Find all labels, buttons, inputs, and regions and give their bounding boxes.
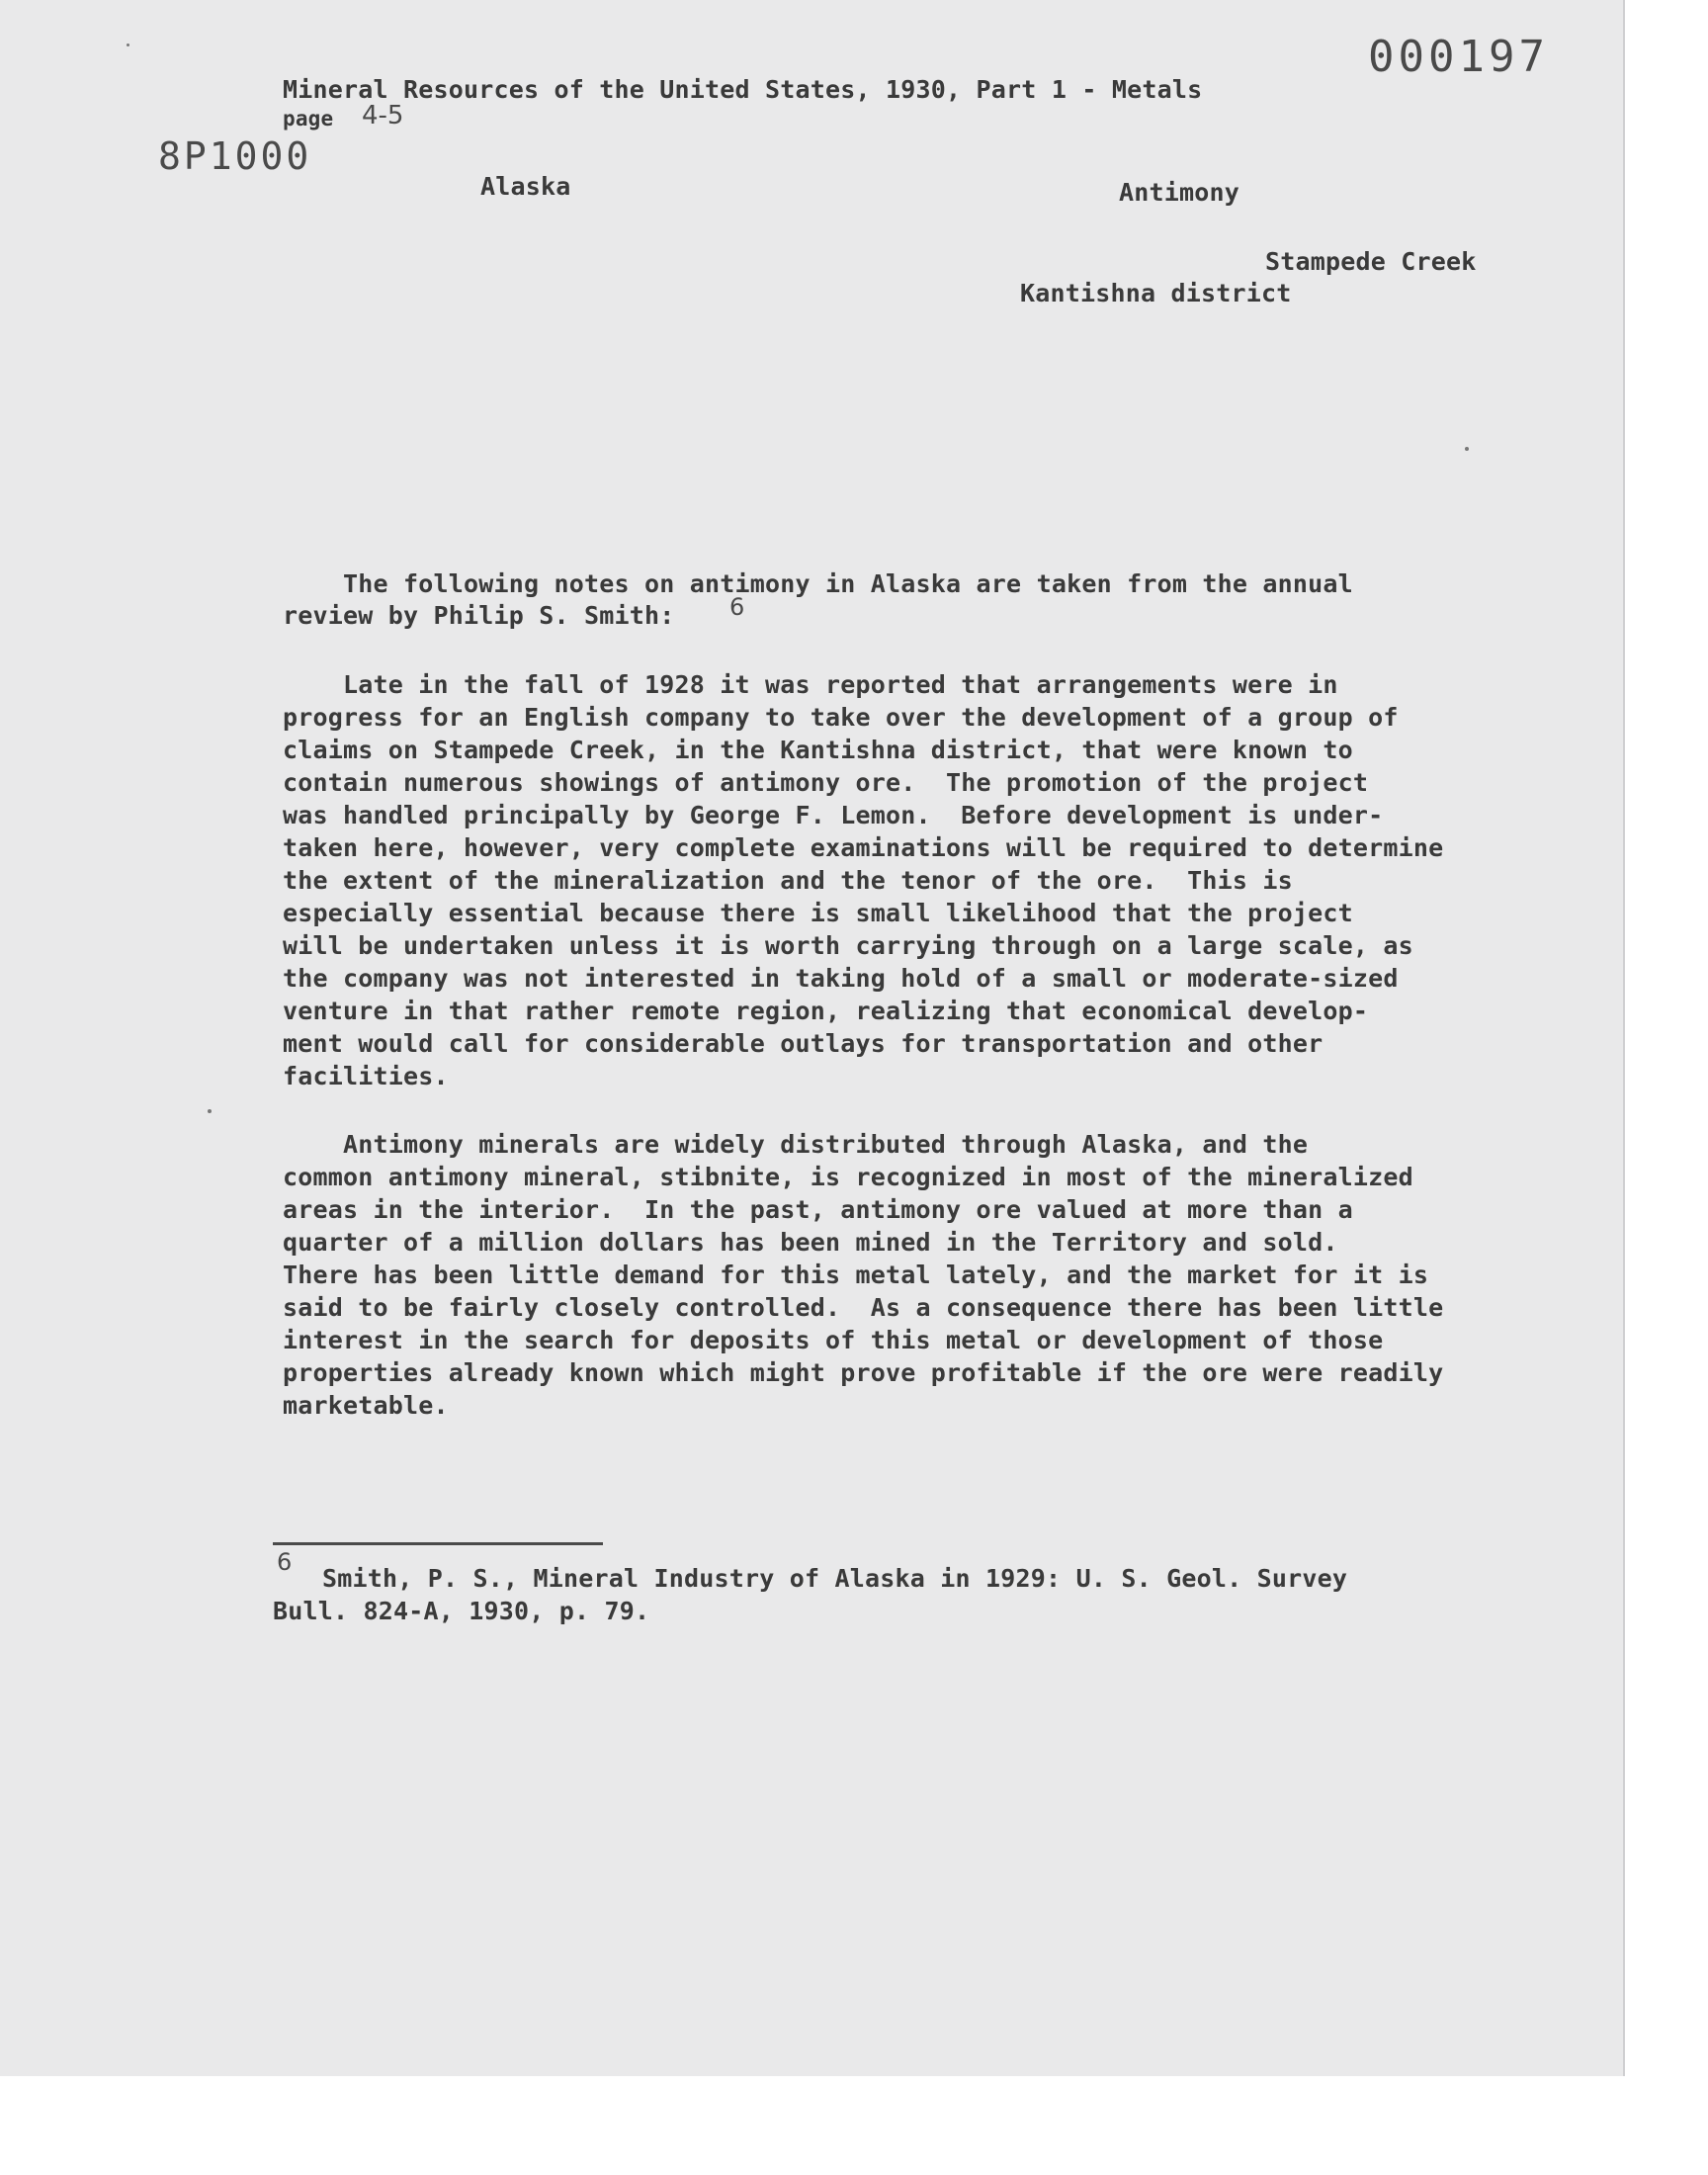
- footnote-reference: 6: [729, 593, 745, 621]
- paragraph-line: said to be fairly closely controlled. As a consequence there has been little: [283, 1293, 1444, 1322]
- scan-speck: [1465, 447, 1469, 451]
- paragraph-line: Antimony minerals are widely distributed through Alaska, and the: [283, 1130, 1309, 1159]
- intro-line-2: review by Philip S. Smith:: [283, 601, 675, 630]
- paragraph-line: progress for an English company to take over the development of a group of: [283, 703, 1399, 732]
- paragraph-line: claims on Stampede Creek, in the Kantishna district, that were known to: [283, 736, 1353, 764]
- archive-stamp-left: 8P1000: [158, 134, 312, 178]
- paragraph-line: interest in the search for deposits of this metal or development of those: [283, 1326, 1384, 1354]
- paragraph-line: Late in the fall of 1928 it was reported that arrangements were in: [283, 670, 1338, 699]
- paragraph-line: facilities.: [283, 1062, 449, 1090]
- paragraph-line: will be undertaken unless it is worth carrying through on a large scale, as: [283, 931, 1413, 960]
- scan-speck: [208, 1109, 212, 1113]
- page-label: page: [283, 107, 334, 130]
- commodity-heading: Antimony: [1119, 178, 1240, 207]
- paragraph-line: properties already known which might prove profitable if the ore were readily: [283, 1358, 1444, 1387]
- scan-speck: [127, 44, 129, 46]
- paragraph-line: ment would call for considerable outlays for transportation and other: [283, 1029, 1324, 1058]
- paragraph-line: There has been little demand for this metal lately, and the market for it is: [283, 1261, 1429, 1289]
- intro-line-1: The following notes on antimony in Alaska are taken from the annual: [283, 569, 1353, 598]
- archive-stamp-number: 000197: [1368, 32, 1549, 82]
- region-heading: Alaska: [480, 172, 571, 201]
- paragraph-line: the company was not interested in taking hold of a small or moderate-sized: [283, 964, 1399, 993]
- paragraph-line: venture in that rather remote region, realizing that economical develop-: [283, 997, 1369, 1025]
- paragraph-line: quarter of a million dollars has been mined in the Territory and sold.: [283, 1228, 1338, 1257]
- footnote-divider: [273, 1542, 603, 1545]
- source-line: Mineral Resources of the United States, 1930, Part 1 - Metals: [283, 75, 1203, 104]
- paragraph-line: marketable.: [283, 1391, 449, 1420]
- page-edge: [1623, 0, 1625, 2076]
- footnote-line-1: Smith, P. S., Mineral Industry of Alaska in 1929: U. S. Geol. Survey: [322, 1564, 1348, 1593]
- paragraph-line: was handled principally by George F. Lemon. Before development is under-: [283, 801, 1384, 829]
- footnote-mark: 6: [277, 1548, 293, 1576]
- locality-heading: Stampede Creek: [1265, 247, 1477, 276]
- paragraph-line: areas in the interior. In the past, antimony ore valued at more than a: [283, 1195, 1353, 1224]
- paragraph-line: taken here, however, very complete examinations will be required to determine: [283, 833, 1444, 862]
- paragraph-line: the extent of the mineralization and the tenor of the ore. This is: [283, 866, 1293, 895]
- footnote-line-2: Bull. 824-A, 1930, p. 79.: [273, 1597, 650, 1625]
- page-number-handwritten: 4-5: [362, 101, 404, 130]
- district-heading: Kantishna district: [1020, 279, 1292, 307]
- paragraph-line: common antimony mineral, stibnite, is recognized in most of the mineralized: [283, 1163, 1413, 1191]
- paragraph-line: contain numerous showings of antimony ore. The promotion of the project: [283, 768, 1369, 797]
- paragraph-line: especially essential because there is small likelihood that the project: [283, 899, 1353, 927]
